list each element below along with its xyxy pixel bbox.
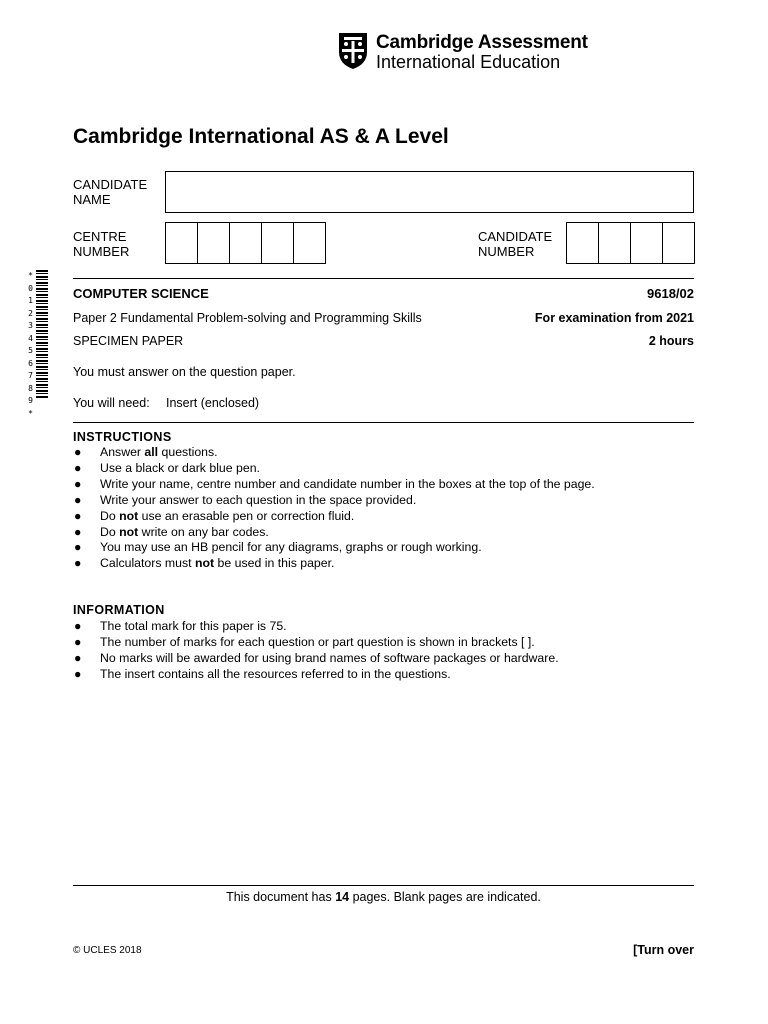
item-text: write on any bar codes.	[138, 524, 269, 539]
list-item	[73, 509, 595, 525]
barcode-digit: 6	[28, 358, 33, 368]
bullet: ●	[74, 540, 82, 555]
information-list	[73, 619, 559, 683]
divider	[73, 422, 694, 423]
item-text: Do	[100, 524, 120, 539]
item-text: use an erasable pen or correction fluid.	[138, 508, 355, 523]
barcode-digits	[27, 270, 34, 420]
information-heading: INFORMATION	[73, 603, 165, 617]
barcode-digit: *	[28, 408, 33, 418]
bullet: ●	[74, 508, 82, 523]
item-text: Write your name, centre number and candidate number in the boxes at the top of the page.	[100, 476, 595, 491]
note-text: This document has	[226, 890, 336, 904]
instructions-list	[73, 445, 595, 572]
centre-digit-box[interactable]	[262, 223, 294, 263]
barcode-digit: 7	[28, 371, 33, 380]
copyright: © UCLES 2018	[73, 945, 142, 956]
item-text: The total mark for this paper is 75.	[100, 619, 287, 633]
university-crest-icon	[338, 32, 368, 70]
centre-number-label	[73, 229, 129, 259]
barcode-digit: 4	[28, 333, 33, 343]
centre-number-label-line1: CENTRE	[73, 229, 127, 244]
need-label: You will need:	[73, 396, 150, 410]
barcode-digit: 2	[28, 308, 33, 318]
item-text: be used in this paper.	[214, 556, 335, 571]
bullet: ●	[74, 445, 82, 459]
bullet: ●	[74, 634, 82, 649]
list-item	[73, 493, 595, 509]
list-item	[73, 477, 595, 493]
bullet: ●	[74, 619, 82, 633]
bullet: ●	[74, 556, 82, 571]
barcode-digit: *	[28, 271, 33, 280]
candidate-number-label-line2: NUMBER	[478, 244, 535, 259]
answer-note: You must answer on the question paper.	[73, 365, 296, 379]
candidate-number-label-line1: CANDIDATE	[478, 229, 553, 244]
divider	[73, 278, 694, 279]
centre-number-field[interactable]	[165, 222, 326, 264]
page-count: 14	[335, 890, 350, 904]
paper-type: SPECIMEN PAPER	[73, 334, 184, 348]
subject-name: COMPUTER SCIENCE	[73, 286, 209, 301]
item-text: You may use an HB pencil for any diagrams, graphs or rough working.	[100, 540, 482, 555]
list-item	[73, 540, 595, 556]
list-item	[73, 445, 595, 461]
item-text: The number of marks for each question or part question is shown in brackets [ ].	[100, 634, 535, 649]
item-text: Write your answer to each question in the space provided.	[100, 492, 417, 507]
paper-title: Paper 2 Fundamental Problem-solving and Programming Skills	[73, 311, 422, 325]
barcode-digit: 5	[28, 346, 33, 355]
item-text: Answer	[100, 445, 145, 459]
item-emphasis: not	[119, 524, 139, 539]
barcode-digit: 8	[28, 383, 33, 393]
candidate-number-label	[478, 229, 552, 259]
candidate-digit-box[interactable]	[567, 223, 599, 263]
exam-from: For examination from 2021	[534, 311, 694, 325]
page-title: Cambridge International AS & A Level	[73, 125, 449, 148]
bullet: ●	[74, 524, 82, 539]
note-text: pages. Blank pages are indicated.	[349, 890, 541, 904]
list-item	[73, 461, 595, 477]
bullet: ●	[74, 492, 82, 507]
page-count-note	[73, 890, 694, 904]
candidate-digit-box[interactable]	[631, 223, 663, 263]
candidate-digit-box[interactable]	[663, 223, 694, 263]
barcode-digit: 1	[28, 296, 33, 305]
candidate-name-field[interactable]	[165, 171, 694, 213]
barcode-digit: 0	[28, 283, 33, 293]
paper-code: 9618/02	[647, 286, 694, 301]
item-text: Calculators must	[100, 556, 195, 571]
list-item	[73, 556, 595, 572]
item-text: questions.	[158, 445, 218, 459]
candidate-name-label	[73, 177, 147, 207]
centre-number-label-line2: NUMBER	[73, 244, 130, 259]
list-item	[73, 525, 595, 541]
centre-digit-box[interactable]	[294, 223, 325, 263]
list-item	[73, 619, 559, 635]
bullet: ●	[74, 650, 82, 665]
paper-duration: 2 hours	[648, 334, 694, 348]
list-item	[73, 651, 559, 667]
candidate-number-field[interactable]	[566, 222, 695, 264]
centre-digit-box[interactable]	[166, 223, 198, 263]
item-text: Do	[100, 508, 120, 523]
cambridge-logo	[338, 32, 588, 72]
item-emphasis: all	[144, 445, 159, 459]
candidate-digit-box[interactable]	[599, 223, 631, 263]
instructions-heading: INSTRUCTIONS	[73, 430, 172, 444]
item-text: Use a black or dark blue pen.	[100, 460, 260, 475]
candidate-name-label-line1: CANDIDATE	[73, 177, 148, 192]
centre-digit-box[interactable]	[198, 223, 230, 263]
barcode	[27, 270, 47, 418]
list-item	[73, 635, 559, 651]
logo-line-1: Cambridge Assessment	[376, 32, 588, 53]
centre-digit-box[interactable]	[230, 223, 262, 263]
barcode-digit: 9	[28, 396, 33, 405]
divider	[73, 885, 694, 886]
need-value: Insert (enclosed)	[166, 396, 260, 410]
bullet: ●	[74, 666, 82, 681]
candidate-name-label-line2: NAME	[73, 192, 111, 207]
logo-line-2: International Education	[376, 52, 561, 72]
bullet: ●	[74, 476, 82, 491]
item-emphasis: not	[195, 556, 215, 571]
barcode-digit: 3	[28, 321, 33, 330]
turn-over: [Turn over	[633, 943, 694, 957]
item-emphasis: not	[119, 508, 139, 523]
bullet: ●	[74, 460, 82, 475]
item-text: The insert contains all the resources referred to in the questions.	[100, 666, 451, 681]
list-item	[73, 667, 559, 683]
item-text: No marks will be awarded for using brand names of software packages or hardware.	[100, 650, 559, 665]
barcode-bars	[36, 270, 48, 398]
